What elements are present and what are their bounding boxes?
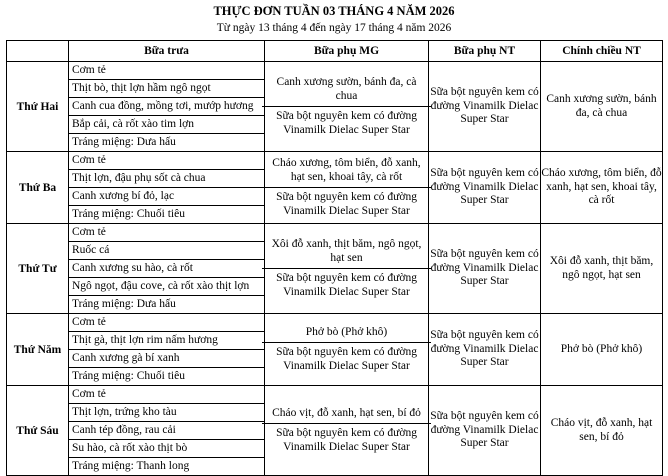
- lunch-dish: Tráng miệng: Chuối tiêu: [72, 208, 185, 220]
- column-header-snack-mg: Bữa phụ MG: [265, 41, 429, 62]
- lunch-cell: [69, 386, 265, 476]
- snack-mg-item: Phở bò (Phở khô): [305, 325, 388, 338]
- snack-nt-cell: Sữa bột nguyên kem có đường Vinamilk Dielac Super Star: [429, 224, 541, 314]
- snack-nt-cell: Sữa bột nguyên kem có đường Vinamilk Dielac Super Star: [429, 314, 541, 386]
- snack-mg-item: Canh xương sườn, bánh đa, cà chua: [276, 76, 417, 102]
- snack-mg-item: Sữa bột nguyên kem có đường Vinamilk Dielac Super Star: [276, 272, 417, 298]
- table-row: [7, 224, 663, 314]
- page-title: THỰC ĐƠN TUẦN 03 THÁNG 4 NĂM 2026: [213, 4, 455, 18]
- lunch-dish: Thịt lợn, đậu phụ sốt cà chua: [69, 170, 264, 188]
- lunch-dish: Ngô ngọt, đậu cove, cà rốt xào thịt lợn: [69, 278, 264, 296]
- lunch-dish: Cơm tẻ: [69, 152, 264, 170]
- day-label: Thứ Hai: [7, 62, 69, 152]
- lunch-dish: Tráng miệng: Dưa hấu: [72, 136, 176, 148]
- snack-mg-cell: [265, 62, 429, 152]
- lunch-dish: Tráng miệng: Dưa hấu: [72, 298, 176, 310]
- snack-mg-item: Sữa bột nguyên kem có đường Vinamilk Dielac Super Star: [276, 191, 417, 217]
- snack-mg-cell: [265, 224, 429, 314]
- lunch-cell: [69, 62, 265, 152]
- lunch-dish: Canh xương gà bí xanh: [69, 350, 264, 368]
- lunch-cell: [69, 314, 265, 386]
- table-row: [7, 152, 663, 224]
- cell-divider: [262, 342, 431, 343]
- lunch-dish: Tráng miệng: Thanh long: [72, 460, 190, 472]
- snack-nt-cell: Sữa bột nguyên kem có đường Vinamilk Dielac Super Star: [429, 62, 541, 152]
- snack-mg-item: Sữa bột nguyên kem có đường Vinamilk Dielac Super Star: [276, 110, 417, 136]
- day-label: Thứ Sáu: [7, 386, 69, 476]
- page-subtitle: Từ ngày 13 tháng 4 đến ngày 17 tháng 4 năm 2026: [216, 22, 452, 34]
- snack-nt-cell: Sữa bột nguyên kem có đường Vinamilk Dielac Super Star: [429, 386, 541, 476]
- table-row: [7, 314, 663, 386]
- lunch-dish: Ruốc cá: [69, 242, 264, 260]
- lunch-cell: [69, 152, 265, 224]
- snack-mg-item: Sữa bột nguyên kem có đường Vinamilk Dielac Super Star: [276, 346, 417, 372]
- day-label: Thứ Tư: [7, 224, 69, 314]
- dinner-nt-cell: Phở bò (Phở khô): [541, 314, 663, 386]
- lunch-dish: Canh xương bí đỏ, lạc: [69, 188, 264, 206]
- dinner-nt-cell: Cháo xương, tôm biển, đỗ xanh, hạt sen, khoai tây, cà rốt: [541, 152, 663, 224]
- snack-mg-cell: [265, 386, 429, 476]
- cell-divider: [262, 268, 431, 269]
- weekly-menu-table: [6, 40, 663, 476]
- lunch-dish: Cơm tẻ: [69, 386, 264, 404]
- dinner-nt-cell: Canh xương sườn, bánh đa, cà chua: [541, 62, 663, 152]
- lunch-dish: Thịt lợn, trứng kho tàu: [69, 404, 264, 422]
- column-header-dinner-nt: Chính chiều NT: [541, 41, 663, 62]
- cell-divider: [262, 187, 431, 188]
- snack-mg-item: Xôi đỗ xanh, thịt băm, ngô ngọt, hạt sen: [271, 238, 422, 264]
- lunch-dish: Canh tép đồng, rau cải: [69, 422, 264, 440]
- day-label: Thứ Năm: [7, 314, 69, 386]
- lunch-dish: Thịt gà, thịt lợn rim nấm hương: [69, 332, 264, 350]
- day-label: Thứ Ba: [7, 152, 69, 224]
- lunch-dish: Su hào, cà rốt xào thịt bò: [69, 440, 264, 458]
- snack-nt-cell: Sữa bột nguyên kem có đường Vinamilk Dielac Super Star: [429, 152, 541, 224]
- column-header-snack-nt: Bữa phụ NT: [429, 41, 541, 62]
- lunch-dish: Cơm tẻ: [69, 224, 264, 242]
- column-header-lunch: Bữa trưa: [69, 41, 265, 62]
- lunch-dish: Tráng miệng: Chuối tiêu: [72, 370, 185, 382]
- lunch-cell: [69, 224, 265, 314]
- snack-mg-item: Sữa bột nguyên kem có đường Vinamilk Dielac Super Star: [276, 427, 417, 453]
- lunch-dish: Canh cua đồng, mồng tơi, mướp hương: [69, 98, 264, 116]
- table-row: [7, 386, 663, 476]
- lunch-dish: Bắp cải, cà rốt xào tim lợn: [69, 116, 264, 134]
- snack-mg-item: Cháo xương, tôm biển, đỗ xanh, hạt sen, khoai tây, cà rốt: [272, 157, 421, 183]
- lunch-dish: Canh xương su hào, cà rốt: [69, 260, 264, 278]
- column-header-day: [7, 41, 69, 62]
- lunch-dish: Thịt bò, thịt lợn hầm ngô ngọt: [69, 80, 264, 98]
- cell-divider: [262, 106, 431, 107]
- dinner-nt-cell: Cháo vịt, đỗ xanh, hạt sen, bí đỏ: [541, 386, 663, 476]
- table-header-row: [7, 41, 663, 62]
- cell-divider: [262, 423, 431, 424]
- table-row: [7, 62, 663, 152]
- dinner-nt-cell: Xôi đỗ xanh, thịt băm, ngô ngọt, hạt sen: [541, 224, 663, 314]
- snack-mg-cell: [265, 314, 429, 386]
- lunch-dish: Cơm tẻ: [69, 62, 264, 80]
- snack-mg-cell: [265, 152, 429, 224]
- lunch-dish: Cơm tẻ: [69, 314, 264, 332]
- snack-mg-item: Cháo vịt, đỗ xanh, hạt sen, bí đỏ: [272, 406, 421, 419]
